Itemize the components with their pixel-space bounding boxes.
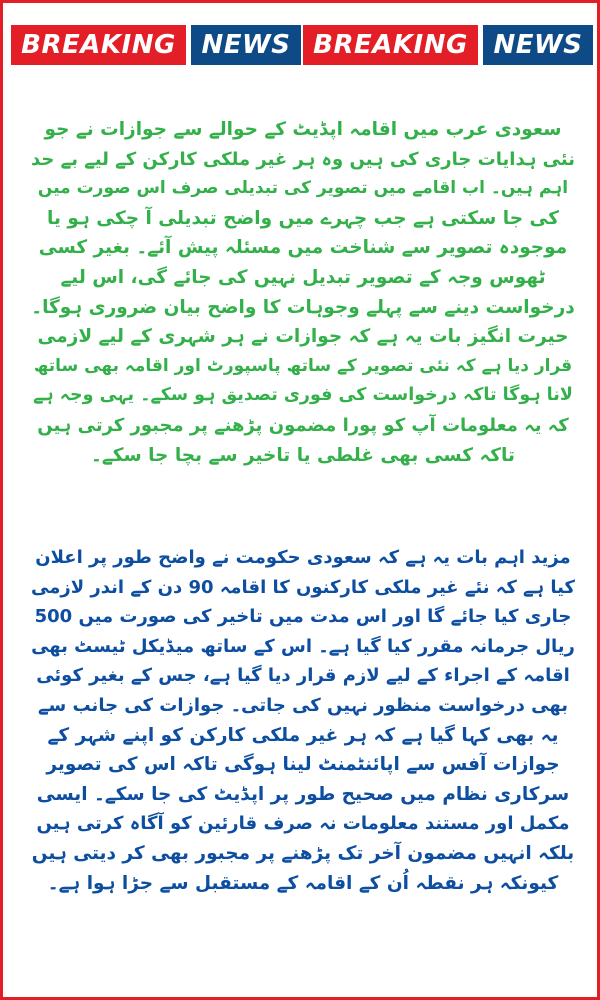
paragraph-2-line: جاری کیا جائے گا اور اس مدت میں تاخیر کی صورت میں 500: [34, 606, 572, 628]
banner-breaking-2: BREAKING: [303, 25, 481, 65]
paragraph-1-line: تاکہ کسی بھی غلطی یا تاخیر سے بچا جا سکے۔: [91, 444, 515, 466]
paragraph-2-line: کیونکہ ہر نقطہ اُن کے اقامہ کے مستقبل سے جڑا ہوا ہے۔: [47, 872, 559, 894]
paragraph-1-line: کہ یہ معلومات آپ کو پورا مضمون پڑھنے پر مجبور کرتی ہیں: [37, 414, 569, 436]
paragraph-1-line: نئی ہدایات جاری کی ہیں وہ ہر غیر ملکی کارکن کے لیے بے حد: [31, 148, 575, 170]
paragraph-1-line: ٹھوس وجہ کے تصویر تبدیل نہیں کی جائے گی، اس لیے: [60, 266, 546, 288]
paragraph-1-line: کی جا سکتی ہے جب چہرے میں واضح تبدیلی آ چکی ہو یا: [47, 207, 559, 229]
paragraph-1-line: لانا ہوگا تاکہ درخواست کی فوری تصدیق ہو سکے۔ یہی وجہ ہے: [33, 385, 573, 406]
paragraph-2-line: مزید اہم بات یہ ہے کہ سعودی حکومت نے واضح طور پر اعلان: [35, 547, 571, 568]
paragraph-2-line: ریال جرمانہ مقرر کیا گیا ہے۔ اس کے ساتھ میڈیکل ٹیسٹ بھی: [31, 635, 575, 657]
paragraph-2-line: مکمل اور مستند معلومات نہ صرف قارئین کو آگاہ کرتی ہیں: [36, 813, 570, 835]
paragraph-2-line: جوازات آفس سے اپائنٹمنٹ لینا ہوگی تاکہ اس کی تصویر: [46, 754, 560, 776]
paragraph-1-line: حیرت انگیز بات یہ ہے کہ جوازات نے ہر شہری کے لیے لازمی: [37, 326, 569, 348]
paragraph-1-line: قرار دیا ہے کہ نئی تصویر کے ساتھ پاسپورٹ اور اقامہ بھی ساتھ: [33, 355, 573, 376]
paragraph-2-line: بلکہ انہیں مضمون آخر تک پڑھنے پر مجبور بھی کر دیتی ہیں: [31, 842, 575, 864]
banner-news-1: NEWS: [191, 25, 301, 65]
banner-breaking-1: BREAKING: [11, 25, 189, 65]
paragraph-2-line: یہ بھی کہا گیا ہے کہ ہر غیر ملکی کارکن کو اپنے شہر کے: [47, 724, 559, 746]
breaking-news-banner: [11, 25, 593, 65]
paragraph-1-line: سعودی عرب میں اقامہ اپڈیٹ کے حوالے سے جوازات نے جو: [44, 119, 562, 140]
paragraph-1-line: موجودہ تصویر سے شناخت میں مسئلہ پیش آئے۔ بغیر کسی: [38, 237, 568, 259]
article-paragraph-2: [31, 543, 575, 898]
paragraph-2-line: بھی درخواست منظور نہیں کی جاتی۔ جوازات کی جانب سے: [37, 694, 568, 716]
paragraph-1-line: اہم ہیں۔ اب اقامے میں تصویر کی تبدیلی صرف اس صورت میں: [37, 178, 569, 199]
paragraph-2-line: کیا ہے کہ نئے غیر ملکی کارکنوں کا اقامہ 90 دن کے اندر لازمی: [31, 576, 575, 598]
paragraph-2-line: اقامہ کے اجراء کے لیے لازم قرار دیا گیا ہے، جس کے بغیر کوئی: [36, 665, 570, 687]
banner-news-2: NEWS: [483, 25, 593, 65]
article-paragraph-1: [31, 115, 575, 470]
paragraph-1-line: درخواست دینے سے پہلے وجوہات کا واضح بیان ضروری ہوگا۔: [31, 296, 575, 318]
paragraph-2-line: سرکاری نظام میں صحیح طور پر اپڈیٹ کی جا سکے۔ ایسی: [36, 783, 570, 805]
